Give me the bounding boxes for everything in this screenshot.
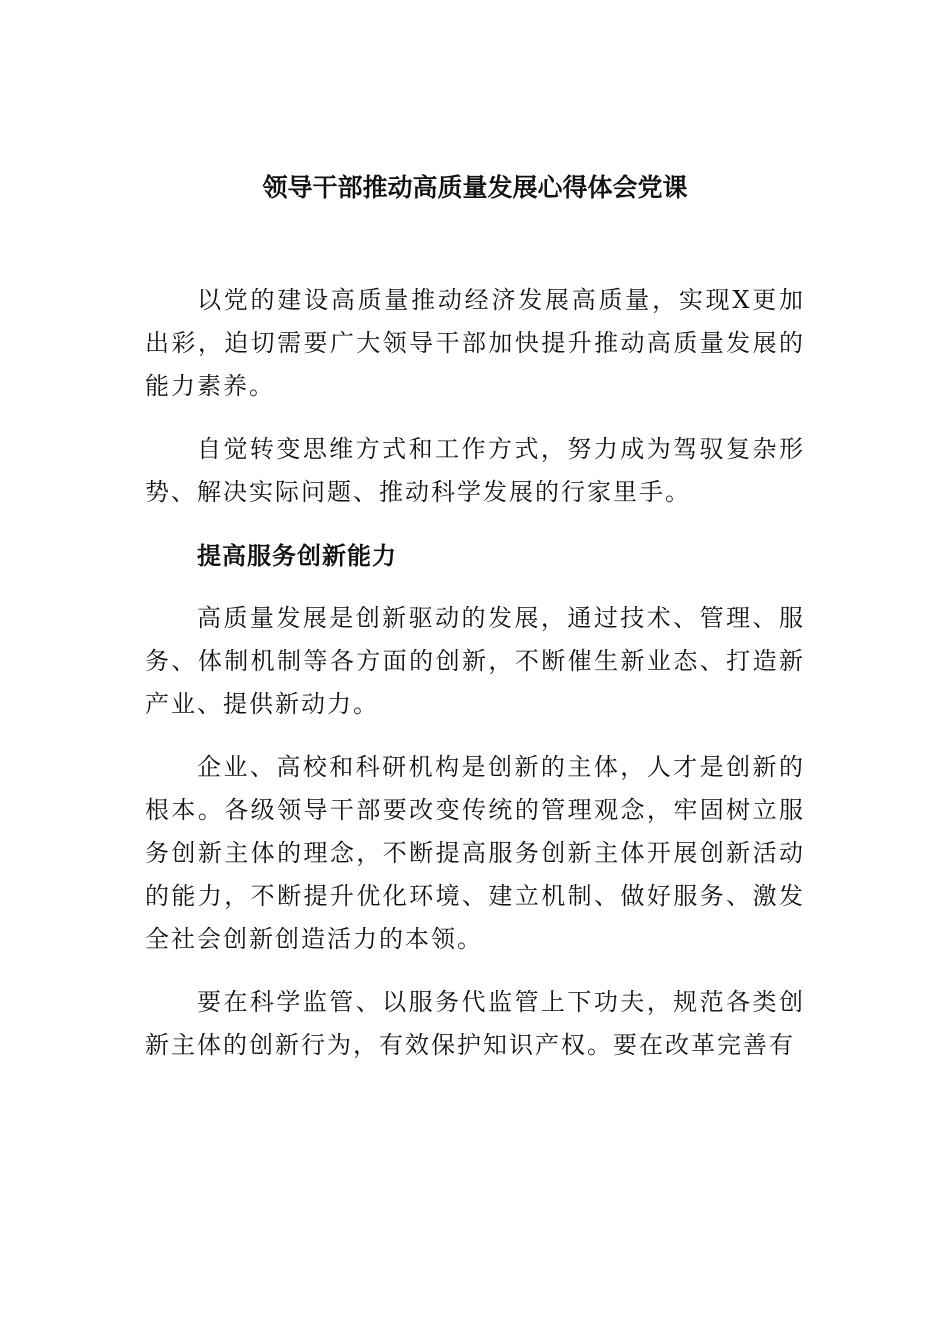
document-title: 领导干部推动高质量发展心得体会党课 — [262, 173, 688, 202]
paragraph-supervision: 要在科学监管、以服务代监管上下功夫，规范各类创新主体的创新行为，有效保护知识产权。要在改革完善有 — [145, 988, 805, 1059]
section-heading: 提高服务创新能力 — [197, 541, 397, 570]
document-body — [145, 279, 805, 1087]
paragraph-innovation-subjects: 企业、高校和科研机构是创新的主体，人才是创新的根本。各级领导干部要改变传统的管理观念，牢固树立服务创新主体的理念，不断提高服务创新主体开展创新活动的能力，不断提升优化环境、建立机制、做好服务、激发全社会创新创造活力的本领。 — [145, 753, 805, 953]
paragraph-thinking: 自觉转变思维方式和工作方式，努力成为驾驭复杂形势、解决实际问题、推动科学发展的行家里手。 — [145, 435, 805, 506]
paragraph-innovation-driven: 高质量发展是创新驱动的发展，通过技术、管理、服务、体制机制等各方面的创新，不断催生新业态、打造新产业、提供新动力。 — [145, 604, 805, 718]
paragraph-intro: 以党的建设高质量推动经济发展高质量，实现X更加出彩，迫切需要广大领导干部加快提升推动高质量发展的能力素养。 — [145, 286, 805, 400]
